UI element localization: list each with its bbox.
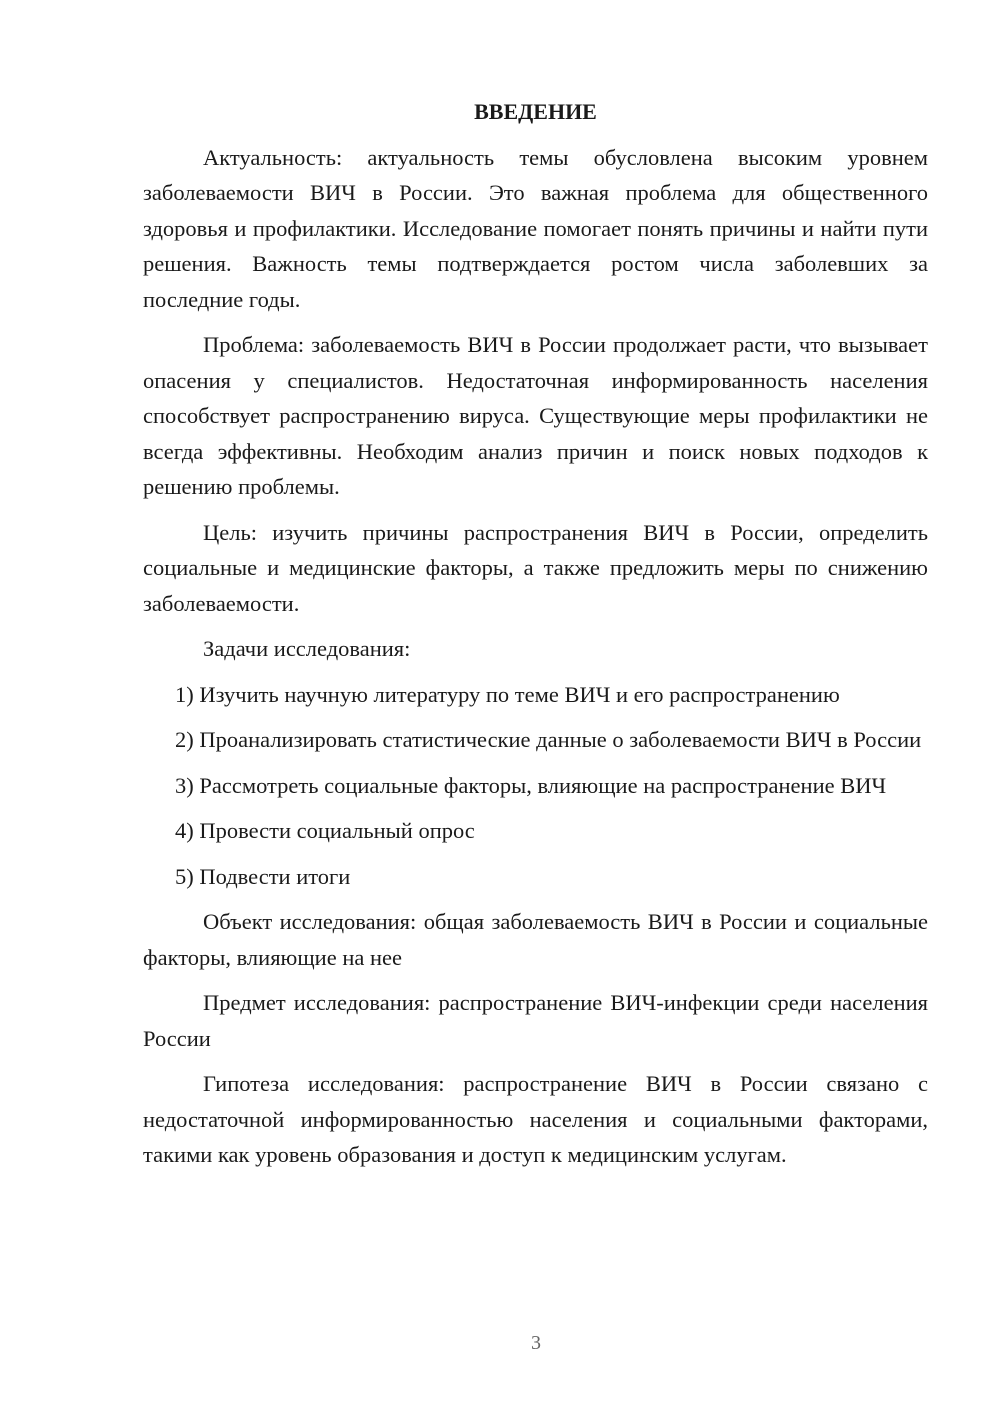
paragraph-subject: Предмет исследования: распространение ВИЧ-инфекции среди населения России <box>143 990 928 1051</box>
page-content <box>143 94 928 1183</box>
task-item-2: 2) Проанализировать статистические данные о заболеваемости ВИЧ в России <box>175 727 922 752</box>
task-item-1: 1) Изучить научную литературу по теме ВИЧ и его распространению <box>175 681 840 707</box>
paragraph-problem: Проблема: заболеваемость ВИЧ в России продолжает расти, что вызывает опасения у специалистов. Недостаточная информированность населения способствует распространению вируса. Существующие меры профилактики не всегда эффективны. Необходим анализ причин и поиск новых подходов к решению проблемы. <box>143 332 928 499</box>
page-number: 3 <box>531 1332 541 1354</box>
paragraph-object: Объект исследования: общая заболеваемость ВИЧ в России и социальные факторы, влияющие на нее <box>143 909 928 970</box>
tasks-heading: Задачи исследования: <box>203 636 411 661</box>
task-item-5: 5) Подвести итоги <box>175 863 351 889</box>
task-item-4: 4) Провести социальный опрос <box>175 818 475 843</box>
task-item-3: 3) Рассмотреть социальные факторы, влияющие на распространение ВИЧ <box>175 772 887 798</box>
section-title: ВВЕДЕНИЕ <box>474 99 597 124</box>
paragraph-goal: Цель: изучить причины распространения ВИЧ в России, определить социальные и медицинские факторы, а также предложить меры по снижению заболеваемости. <box>143 519 928 616</box>
paragraph-relevance: Актуальность: актуальность темы обусловлена высоким уровнем заболеваемости ВИЧ в России. Это важная проблема для общественного здоровья и профилактики. Исследование помогает понять причины и найти пути решения. Важность темы подтверждается ростом числа заболевших за последние годы. <box>143 144 928 312</box>
paragraph-hypothesis: Гипотеза исследования: распространение ВИЧ в России связано с недостаточной информированностью населения и социальными факторами, такими как уровень образования и доступ к медицинским услугам. <box>143 1071 928 1167</box>
